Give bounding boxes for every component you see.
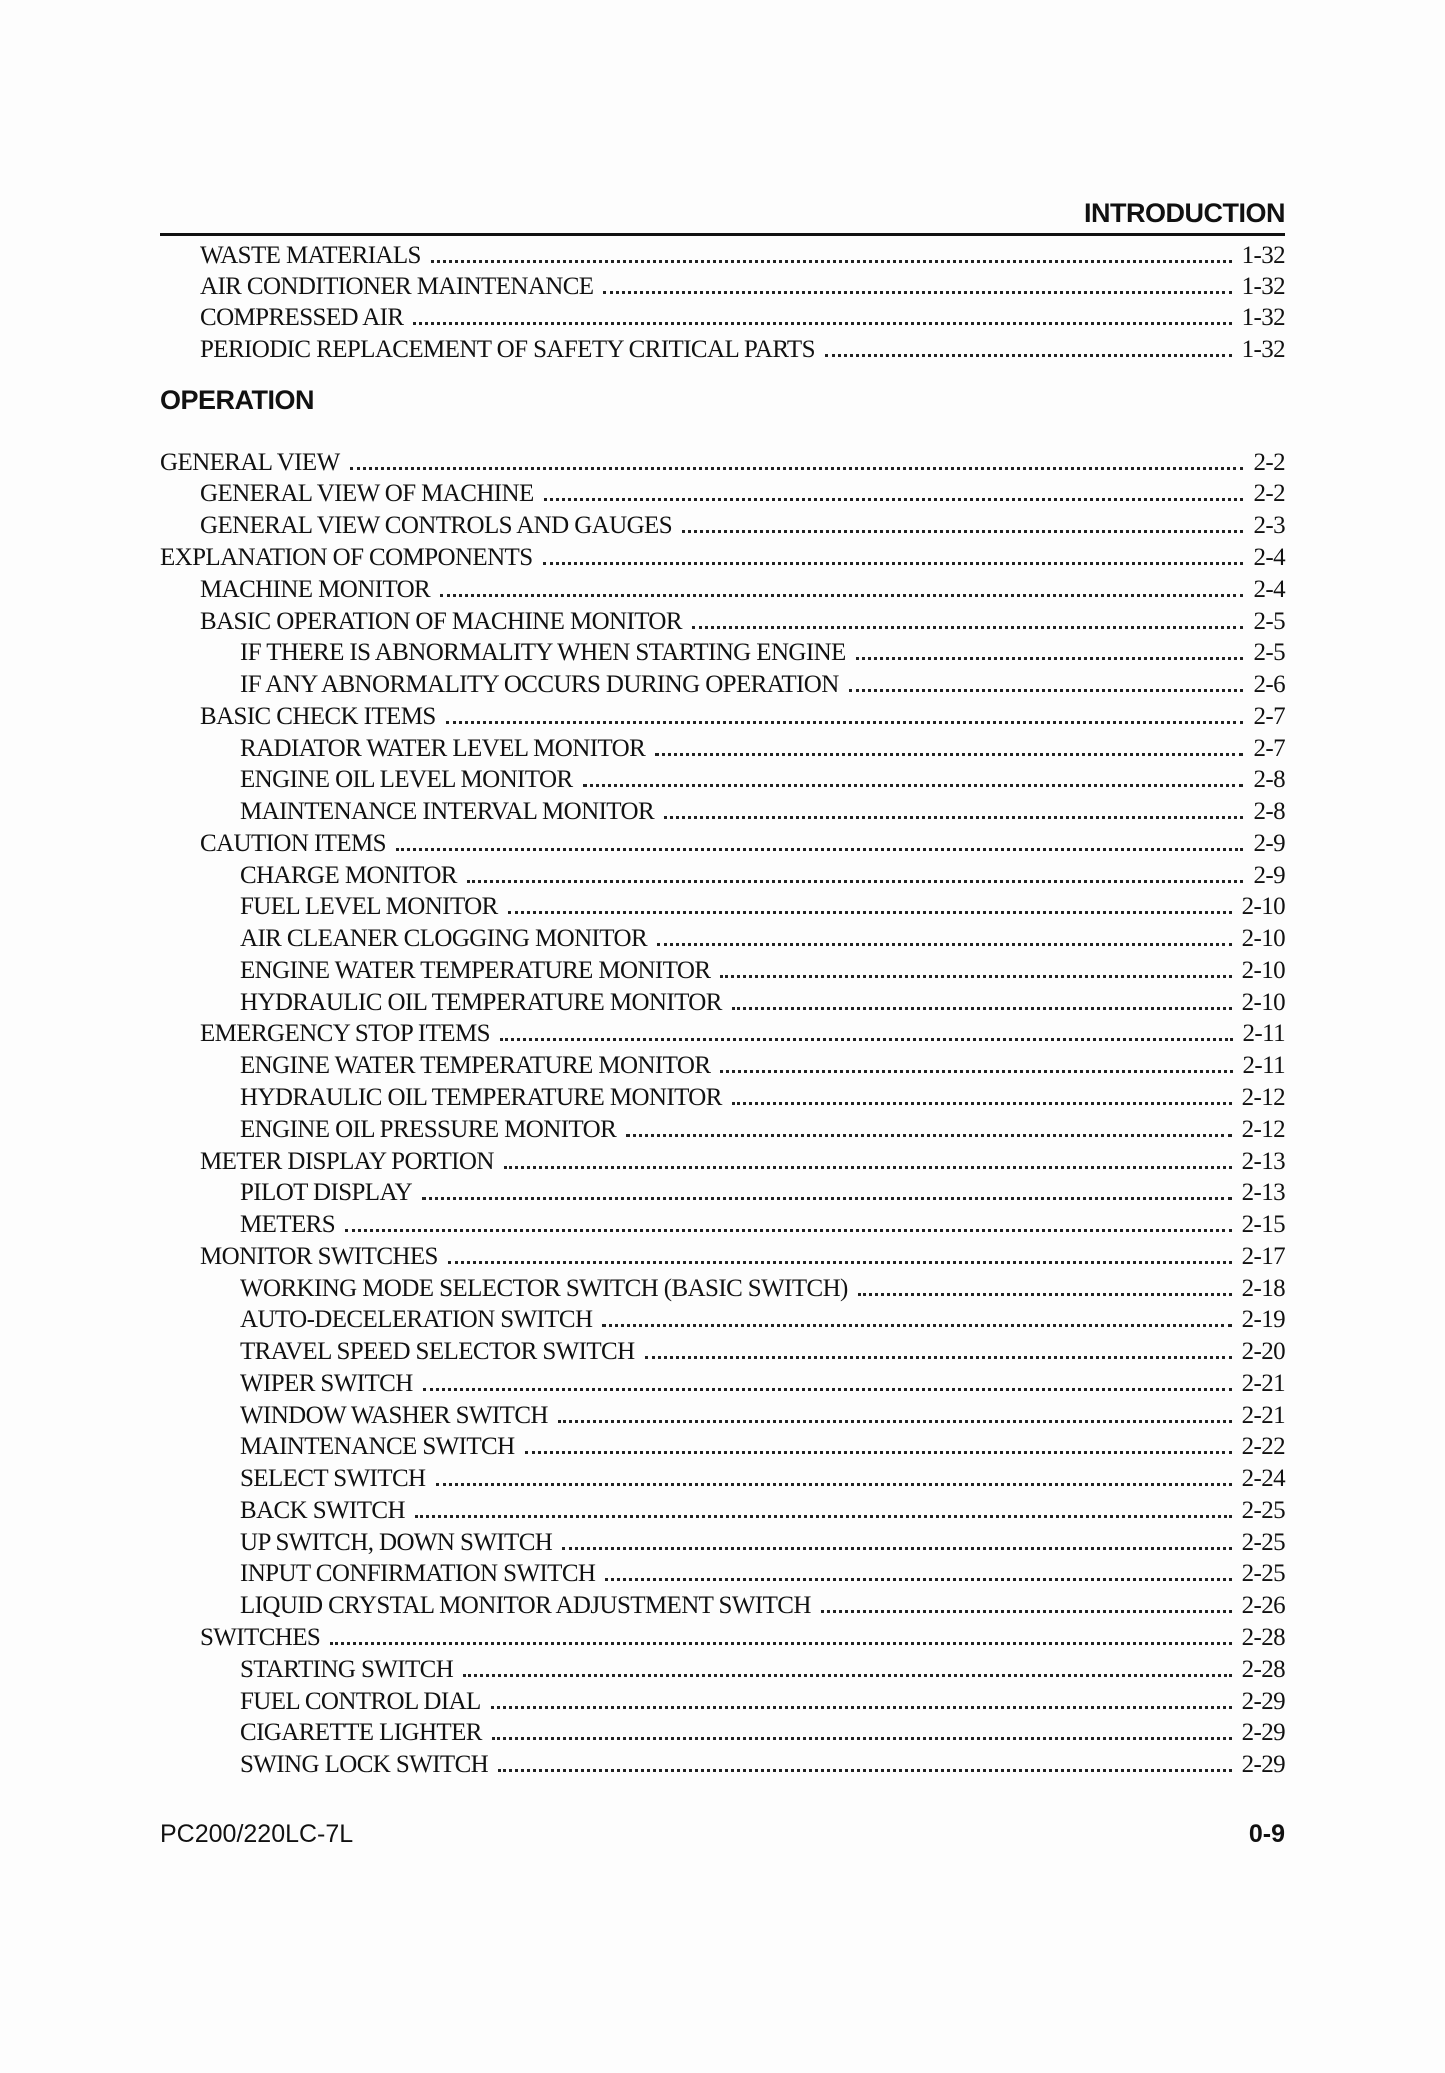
toc-entry[interactable] bbox=[200, 300, 1285, 332]
toc-leader bbox=[682, 506, 1243, 533]
toc-entry[interactable] bbox=[240, 1112, 1285, 1144]
toc-entry-page: 2-7 bbox=[1253, 703, 1285, 730]
toc-entry-title: WORKING MODE SELECTOR SWITCH (BASIC SWITCH) bbox=[240, 1275, 848, 1302]
toc-entry-title: WASTE MATERIALS bbox=[200, 242, 421, 269]
toc-entry-page: 2-28 bbox=[1241, 1624, 1285, 1651]
toc-entry-title: UP SWITCH, DOWN SWITCH bbox=[240, 1529, 553, 1556]
toc-entry[interactable] bbox=[240, 1302, 1285, 1334]
toc-entry-title: GENERAL VIEW OF MACHINE bbox=[200, 480, 534, 507]
toc-entry-page: 2-18 bbox=[1241, 1275, 1285, 1302]
toc-leader bbox=[504, 1142, 1232, 1169]
toc-entry-page: 2-9 bbox=[1253, 830, 1285, 857]
toc-entry-page: 2-25 bbox=[1241, 1560, 1285, 1587]
toc-leader bbox=[645, 1332, 1232, 1359]
toc-entry-page: 2-4 bbox=[1253, 576, 1285, 603]
toc-entry-title: MONITOR SWITCHES bbox=[200, 1243, 438, 1270]
toc-entry-title: CIGARETTE LIGHTER bbox=[240, 1719, 482, 1746]
toc-entry-title: SWING LOCK SWITCH bbox=[240, 1751, 489, 1778]
toc-entry-title: MAINTENANCE SWITCH bbox=[240, 1433, 515, 1460]
toc-entry-title: HYDRAULIC OIL TEMPERATURE MONITOR bbox=[240, 1084, 722, 1111]
toc-entry[interactable] bbox=[200, 1016, 1285, 1048]
toc-leader bbox=[562, 1523, 1231, 1550]
toc-entry-title: CAUTION ITEMS bbox=[200, 830, 386, 857]
toc-entry-title: EXPLANATION OF COMPONENTS bbox=[160, 544, 533, 571]
toc-entry-title: GENERAL VIEW CONTROLS AND GAUGES bbox=[200, 512, 672, 539]
toc-entry[interactable] bbox=[200, 1144, 1285, 1176]
toc-entry[interactable] bbox=[240, 667, 1285, 699]
toc-entry-page: 2-29 bbox=[1241, 1751, 1285, 1778]
toc-entry-page: 1-32 bbox=[1241, 336, 1285, 363]
toc-leader bbox=[626, 1110, 1231, 1137]
footer-model: PC200/220LC-7L bbox=[160, 1820, 354, 1848]
toc-entry-page: 2-29 bbox=[1241, 1719, 1285, 1746]
footer-page-number: 0-9 bbox=[1248, 1820, 1285, 1848]
toc-leader bbox=[664, 792, 1243, 819]
toc-entry-page: 2-7 bbox=[1253, 735, 1285, 762]
toc-entry-title: METER DISPLAY PORTION bbox=[200, 1148, 494, 1175]
toc-entry[interactable] bbox=[240, 1334, 1285, 1366]
toc-entry-title: WINDOW WASHER SWITCH bbox=[240, 1402, 548, 1429]
toc-leader bbox=[720, 951, 1231, 978]
toc-entry-page: 2-8 bbox=[1253, 766, 1285, 793]
toc-entry-page: 2-24 bbox=[1241, 1465, 1285, 1492]
toc-leader bbox=[413, 298, 1231, 325]
toc-leader bbox=[448, 1237, 1232, 1264]
toc-entry-title: FUEL CONTROL DIAL bbox=[240, 1688, 481, 1715]
toc-entry-title: COMPRESSED AIR bbox=[200, 304, 404, 331]
toc-leader bbox=[508, 887, 1232, 914]
toc-entry[interactable] bbox=[240, 1175, 1285, 1207]
toc-entry[interactable] bbox=[240, 1556, 1285, 1588]
toc-entry-page: 2-21 bbox=[1241, 1370, 1285, 1397]
toc-entry-title: AIR CLEANER CLOGGING MONITOR bbox=[240, 925, 648, 952]
toc-leader bbox=[436, 1459, 1232, 1486]
toc-entry[interactable] bbox=[240, 1080, 1285, 1112]
toc-entry-page: 2-11 bbox=[1242, 1020, 1285, 1047]
toc-entry-page: 2-26 bbox=[1241, 1592, 1285, 1619]
toc-leader bbox=[856, 633, 1244, 660]
toc-entry-title: LIQUID CRYSTAL MONITOR ADJUSTMENT SWITCH bbox=[240, 1592, 811, 1619]
toc-entry-page: 2-10 bbox=[1241, 925, 1285, 952]
toc-entry[interactable] bbox=[200, 1239, 1285, 1271]
toc-entry[interactable] bbox=[200, 269, 1285, 301]
toc-entry[interactable] bbox=[240, 1429, 1285, 1461]
toc-entry-page: 2-11 bbox=[1242, 1052, 1285, 1079]
toc-entry[interactable] bbox=[240, 762, 1285, 794]
toc-entry-title: FUEL LEVEL MONITOR bbox=[240, 893, 498, 920]
toc-entry-page: 2-22 bbox=[1241, 1433, 1285, 1460]
toc-entry-title: PILOT DISPLAY bbox=[240, 1179, 413, 1206]
toc-entry[interactable] bbox=[240, 1588, 1285, 1620]
toc-entry-title: BASIC CHECK ITEMS bbox=[200, 703, 436, 730]
toc-entry-title: STARTING SWITCH bbox=[240, 1656, 454, 1683]
toc-entry-page: 1-32 bbox=[1241, 242, 1285, 269]
toc-entry[interactable] bbox=[240, 1048, 1285, 1080]
toc-entry-title: ENGINE OIL PRESSURE MONITOR bbox=[240, 1116, 617, 1143]
toc-entry-page: 2-12 bbox=[1241, 1084, 1285, 1111]
toc-entry-page: 2-5 bbox=[1253, 608, 1285, 635]
toc-entry[interactable] bbox=[240, 1461, 1285, 1493]
toc-leader bbox=[603, 267, 1231, 294]
toc-entry-page: 2-25 bbox=[1241, 1497, 1285, 1524]
toc-entry[interactable] bbox=[240, 1652, 1285, 1684]
toc-entry[interactable] bbox=[200, 508, 1285, 540]
toc-leader bbox=[849, 665, 1244, 692]
toc-leader bbox=[543, 538, 1244, 565]
toc-leader bbox=[825, 330, 1232, 357]
toc-entry-page: 2-25 bbox=[1241, 1529, 1285, 1556]
toc-leader bbox=[720, 1046, 1232, 1073]
toc-entry[interactable] bbox=[240, 1525, 1285, 1557]
toc-leader bbox=[350, 443, 1244, 470]
toc-leader bbox=[446, 697, 1244, 724]
toc-entry[interactable] bbox=[240, 889, 1285, 921]
toc-entry-title: HYDRAULIC OIL TEMPERATURE MONITOR bbox=[240, 989, 722, 1016]
toc-entry-page: 2-17 bbox=[1241, 1243, 1285, 1270]
toc-entry-page: 2-8 bbox=[1253, 798, 1285, 825]
toc-leader bbox=[431, 236, 1232, 263]
toc-entry-page: 2-2 bbox=[1253, 480, 1285, 507]
toc-leader bbox=[396, 824, 1244, 851]
header-title: INTRODUCTION bbox=[1084, 198, 1285, 228]
toc-entry-title: INPUT CONFIRMATION SWITCH bbox=[240, 1560, 596, 1587]
toc-entry-title: BACK SWITCH bbox=[240, 1497, 405, 1524]
toc-entry-page: 2-19 bbox=[1241, 1306, 1285, 1333]
section-heading-operation: OPERATION bbox=[160, 385, 315, 415]
toc-entry-page: 2-10 bbox=[1241, 957, 1285, 984]
toc-entry-title: IF ANY ABNORMALITY OCCURS DURING OPERATION bbox=[240, 671, 839, 698]
toc-entry-title: CHARGE MONITOR bbox=[240, 862, 457, 889]
toc-entry[interactable] bbox=[240, 731, 1285, 763]
toc-entry[interactable] bbox=[240, 858, 1285, 890]
toc-entry[interactable] bbox=[200, 826, 1285, 858]
toc-leader bbox=[732, 1078, 1232, 1105]
toc-leader bbox=[422, 1173, 1231, 1200]
toc-entry[interactable] bbox=[200, 604, 1285, 636]
toc-entry-title: RADIATOR WATER LEVEL MONITOR bbox=[240, 735, 646, 762]
toc-leader bbox=[415, 1491, 1232, 1518]
toc-leader bbox=[500, 1014, 1233, 1041]
toc-leader bbox=[463, 1650, 1231, 1677]
toc-entry[interactable] bbox=[160, 540, 1285, 572]
toc-leader bbox=[492, 1713, 1232, 1740]
toc-entry[interactable] bbox=[240, 1366, 1285, 1398]
toc-entry[interactable] bbox=[240, 794, 1285, 826]
toc-entry-page: 2-4 bbox=[1253, 544, 1285, 571]
toc-leader bbox=[602, 1300, 1231, 1327]
toc-entry-title: PERIODIC REPLACEMENT OF SAFETY CRITICAL PARTS bbox=[200, 336, 815, 363]
toc-entry-page: 2-15 bbox=[1241, 1211, 1285, 1238]
toc-entry[interactable] bbox=[200, 699, 1285, 731]
toc-entry-title: ENGINE OIL LEVEL MONITOR bbox=[240, 766, 573, 793]
toc-entry-page: 2-9 bbox=[1253, 862, 1285, 889]
toc-entry-title: IF THERE IS ABNORMALITY WHEN STARTING ENGINE bbox=[240, 639, 846, 666]
toc-entry-title: SELECT SWITCH bbox=[240, 1465, 426, 1492]
toc-entry-title: GENERAL VIEW bbox=[160, 449, 340, 476]
toc-entry-title: MACHINE MONITOR bbox=[200, 576, 431, 603]
toc-entry-page: 2-10 bbox=[1241, 989, 1285, 1016]
toc-leader bbox=[440, 570, 1243, 597]
toc-leader bbox=[605, 1554, 1231, 1581]
toc-entry-page: 2-13 bbox=[1241, 1148, 1285, 1175]
toc-entry-page: 1-32 bbox=[1241, 273, 1285, 300]
toc-leader bbox=[657, 919, 1232, 946]
toc-entry[interactable] bbox=[240, 1684, 1285, 1716]
toc-entry-title: ENGINE WATER TEMPERATURE MONITOR bbox=[240, 957, 711, 984]
toc-leader bbox=[583, 760, 1244, 787]
toc-entry-title: MAINTENANCE INTERVAL MONITOR bbox=[240, 798, 655, 825]
toc-entry-page: 2-21 bbox=[1241, 1402, 1285, 1429]
toc-leader bbox=[558, 1396, 1232, 1423]
toc-entry[interactable] bbox=[200, 332, 1285, 364]
toc-entry[interactable] bbox=[240, 1715, 1285, 1747]
toc-entry-page: 2-2 bbox=[1253, 449, 1285, 476]
toc-entry-title: EMERGENCY STOP ITEMS bbox=[200, 1020, 490, 1047]
toc-entry-title: SWITCHES bbox=[200, 1624, 321, 1651]
toc-leader bbox=[498, 1745, 1231, 1772]
toc-entry[interactable] bbox=[240, 921, 1285, 953]
toc-entry-page: 2-5 bbox=[1253, 639, 1285, 666]
toc-entry[interactable] bbox=[200, 572, 1285, 604]
toc-leader bbox=[467, 856, 1244, 883]
toc-entry-title: AUTO-DECELERATION SWITCH bbox=[240, 1306, 593, 1333]
toc-leader bbox=[544, 474, 1244, 501]
toc-leader bbox=[491, 1682, 1232, 1709]
toc-leader bbox=[423, 1364, 1232, 1391]
toc-entry-page: 2-20 bbox=[1241, 1338, 1285, 1365]
toc-entry[interactable] bbox=[240, 1493, 1285, 1525]
toc-entry-page: 2-13 bbox=[1241, 1179, 1285, 1206]
toc-entry[interactable] bbox=[240, 1271, 1285, 1303]
toc-entry-title: ENGINE WATER TEMPERATURE MONITOR bbox=[240, 1052, 711, 1079]
toc-leader bbox=[655, 729, 1243, 756]
toc-entry-page: 2-10 bbox=[1241, 893, 1285, 920]
toc-entry[interactable] bbox=[200, 238, 1285, 270]
toc-entry[interactable] bbox=[200, 1620, 1285, 1652]
toc-leader bbox=[525, 1427, 1232, 1454]
toc-entry[interactable] bbox=[160, 445, 1285, 477]
toc-entry[interactable] bbox=[240, 635, 1285, 667]
toc-entry[interactable] bbox=[200, 476, 1285, 508]
toc-entry-title: METERS bbox=[240, 1211, 336, 1238]
toc-entry-page: 2-29 bbox=[1241, 1688, 1285, 1715]
toc-entry-page: 2-28 bbox=[1241, 1656, 1285, 1683]
toc-entry-title: BASIC OPERATION OF MACHINE MONITOR bbox=[200, 608, 682, 635]
toc-entry[interactable] bbox=[240, 1747, 1285, 1779]
toc-leader bbox=[858, 1269, 1232, 1296]
toc-leader bbox=[821, 1586, 1232, 1613]
toc-entry[interactable] bbox=[240, 953, 1285, 985]
toc-leader bbox=[692, 602, 1244, 629]
toc-entry-title: TRAVEL SPEED SELECTOR SWITCH bbox=[240, 1338, 635, 1365]
toc-entry-title: WIPER SWITCH bbox=[240, 1370, 413, 1397]
toc-leader bbox=[345, 1205, 1232, 1232]
toc-entry-page: 2-6 bbox=[1253, 671, 1285, 698]
toc-entry-page: 2-3 bbox=[1253, 512, 1285, 539]
toc-entry-title: AIR CONDITIONER MAINTENANCE bbox=[200, 273, 594, 300]
toc-leader bbox=[330, 1618, 1231, 1645]
toc-entry[interactable] bbox=[240, 1398, 1285, 1430]
toc-entry-page: 1-32 bbox=[1241, 304, 1285, 331]
toc-entry[interactable] bbox=[240, 985, 1285, 1017]
toc-entry[interactable] bbox=[240, 1207, 1285, 1239]
toc-leader bbox=[732, 983, 1232, 1010]
toc-entry-page: 2-12 bbox=[1241, 1116, 1285, 1143]
